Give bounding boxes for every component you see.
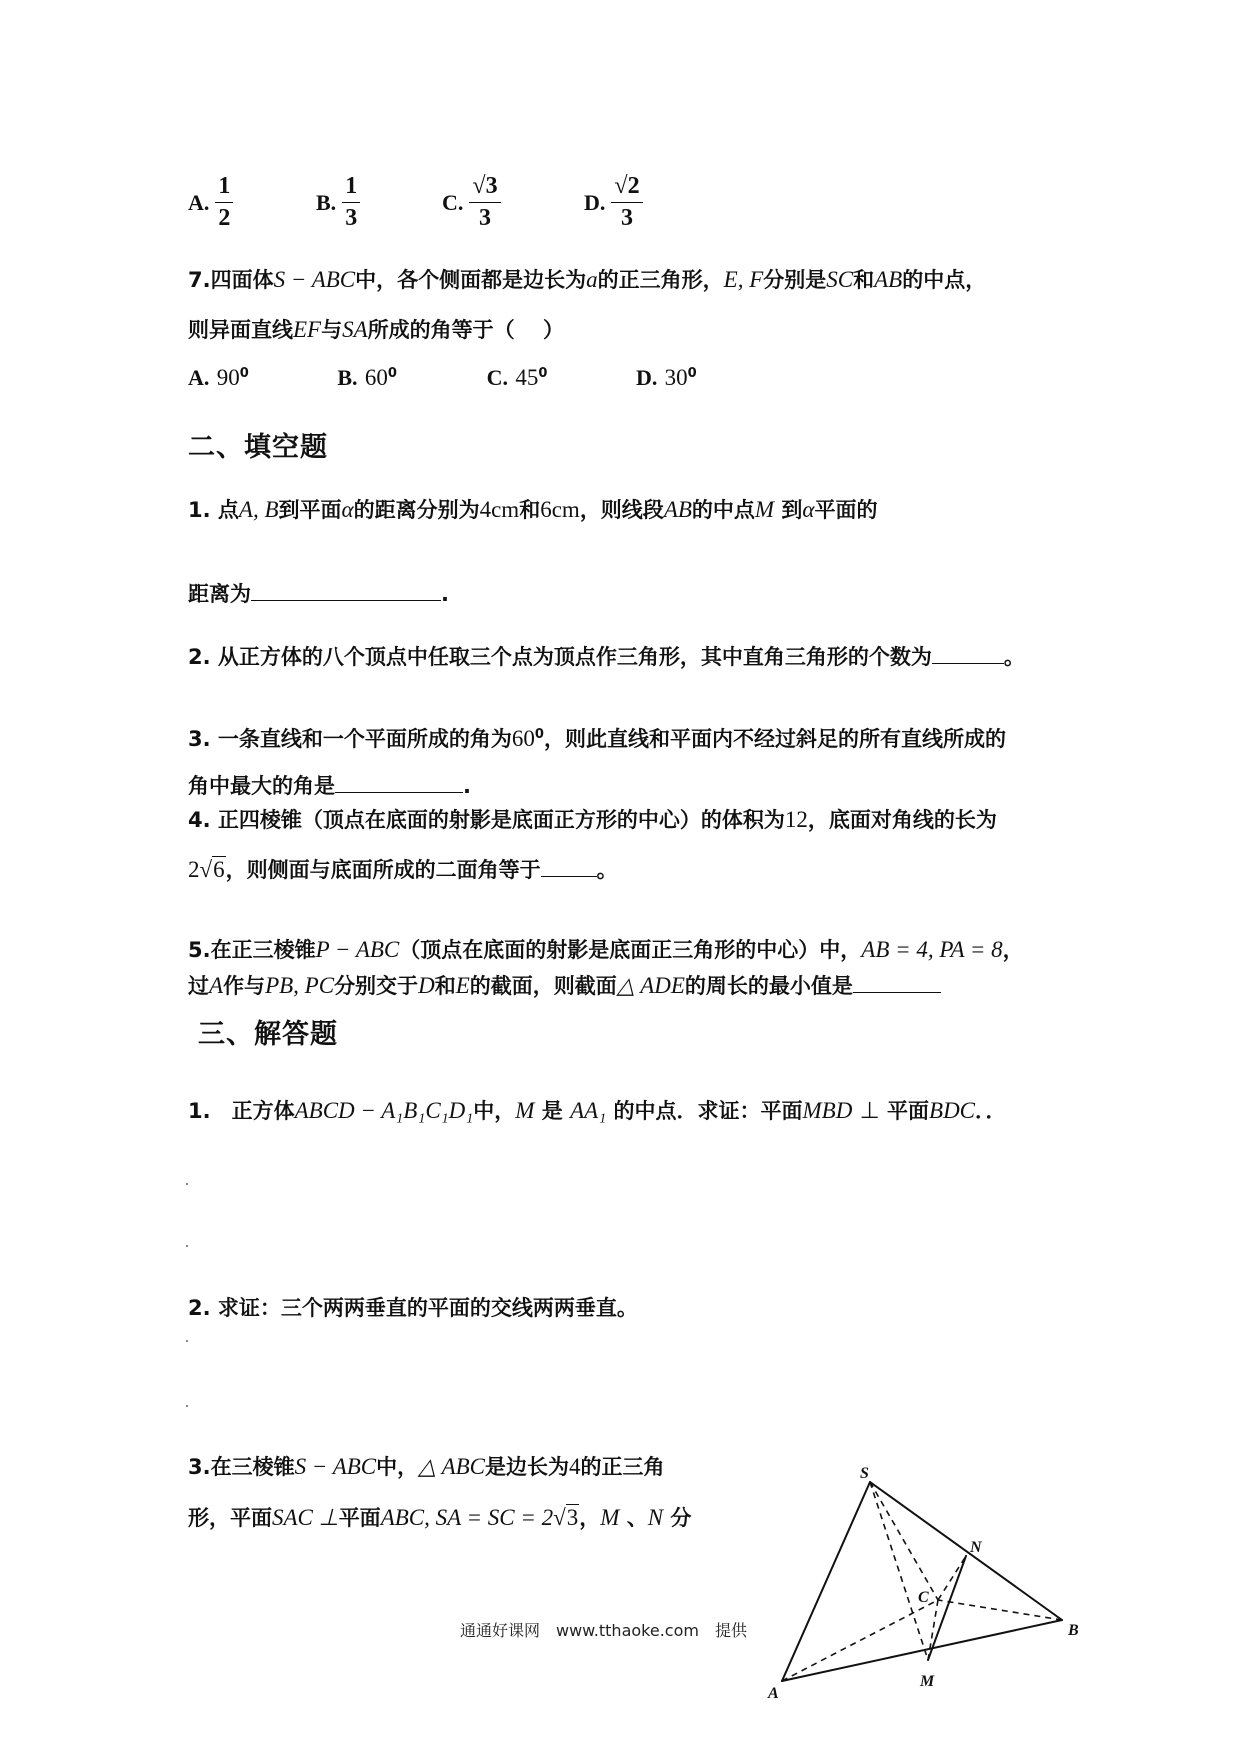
- sqrt-sign: √: [553, 1505, 566, 1530]
- fill-1-line-1: 1. 点A, B到平面α的距离分别为4cm和6cm，则线段AB的中点M 到α平面的: [188, 497, 878, 522]
- fraction: $\frac{√2}{3}$: [611, 173, 642, 232]
- fill-5-line-2: 过A作与PB, PC分别交于D和E的截面，则截面△ ADE的周长的最小值是: [188, 970, 941, 1000]
- edge-ab: [782, 1620, 1062, 1681]
- fill-1-line-2: 距离为 .: [188, 578, 449, 608]
- solve-1: 1. 正方体ABCD − A₁B₁C₁D₁中，M 是 AA₁ 的中点．求证：平面MBD ⊥ 平面BDC．．: [188, 1098, 1007, 1123]
- segment-sm: [870, 1482, 928, 1660]
- label-a: A: [768, 1685, 779, 1702]
- fill-4-line-1: 4. 正四棱锥（顶点在底面的射影是底面正方形的中心）的体积为12，底面对角线的长为: [188, 807, 997, 832]
- section-2-heading: 二、填空题: [188, 432, 328, 463]
- fill-3-line-1: 3. 一条直线和一个平面所成的角为$60^0$，则此直线和平面内不经过斜足的所有直线所成的: [188, 726, 1006, 751]
- fill-5-line-1: 5.在正三棱锥P − ABC（顶点在底面的射影是底面正三角形的中心）中，AB = 4, PA = 8，: [188, 937, 1024, 962]
- edge-ac: [782, 1600, 938, 1681]
- answer-blank[interactable]: [853, 970, 941, 993]
- answer-blank[interactable]: [251, 578, 441, 601]
- q7-line-1: 7.四面体S − ABC中，各个侧面都是边长为a的正三角形，E, F分别是SC和AB的中点，: [188, 267, 987, 292]
- scan-speck: [186, 1405, 188, 1407]
- q7-option-c: C. $45^0$: [486, 365, 548, 390]
- edge-sa: [782, 1482, 870, 1681]
- edge-sc: [870, 1482, 938, 1600]
- fraction: $\frac{1}{2}$: [215, 173, 233, 232]
- answer-blank[interactable]: [932, 641, 1004, 664]
- edge-bc: [938, 1600, 1062, 1620]
- footer-watermark: 通通好课网 www.tthaoke.com 提供: [460, 1621, 747, 1640]
- q6-option-c: C. $\frac{√3}{3}$: [442, 173, 584, 232]
- q7-option-d: D. $30^0$: [635, 365, 697, 390]
- tetrahedron-figure: [760, 1460, 1120, 1740]
- scan-speck: [186, 1245, 188, 1247]
- section-3-heading: 三、解答题: [198, 1019, 338, 1050]
- fill-3-line-2: 角中最大的角是 .: [188, 770, 471, 800]
- q7-option-b: B. $60^0$: [337, 365, 397, 390]
- q6-option-b: B. $\frac{1}{3}$: [316, 173, 442, 232]
- q6-option-a: A. $\frac{1}{2}$: [188, 173, 316, 232]
- q6-option-d: D. $\frac{√2}{3}$: [584, 173, 643, 232]
- fraction: $\frac{1}{3}$: [342, 173, 360, 232]
- answer-blank[interactable]: [335, 770, 463, 793]
- segment-cm: [928, 1600, 938, 1660]
- answer-blank[interactable]: [541, 854, 597, 877]
- fill-2: 2. 从正方体的八个顶点中任取三个点为顶点作三角形，其中直角三角形的个数为 。: [188, 641, 1025, 671]
- q6-options: [188, 168, 643, 238]
- sqrt-sign: √: [199, 857, 213, 882]
- fraction: $\frac{√3}{3}$: [469, 173, 500, 232]
- q7-option-a: A. $90^0$: [188, 365, 249, 390]
- solve-3-line-2: 形，平面SAC ⊥平面ABC, SA = SC = 2√3，M 、N 分: [188, 1505, 692, 1530]
- q7-options: [188, 365, 697, 391]
- scan-speck: [186, 1340, 188, 1342]
- label-c: C: [918, 1589, 929, 1606]
- q7-line-2: 则异面直线EF与SA所成的角等于（ ）: [188, 317, 564, 342]
- fill-4-line-2: 2√6，则侧面与底面所成的二面角等于 。: [188, 854, 618, 884]
- solve-3-line-1: 3.在三棱锥S − ABC中，△ ABC是边长为4的正三角: [188, 1454, 665, 1479]
- label-m: M: [920, 1673, 935, 1690]
- scan-speck: [186, 1183, 188, 1185]
- edge-sb: [870, 1482, 1062, 1620]
- label-s: S: [860, 1465, 869, 1482]
- solve-2: 2. 求证：三个两两垂直的平面的交线两两垂直。: [188, 1296, 638, 1320]
- label-n: N: [970, 1539, 982, 1556]
- label-b: B: [1068, 1622, 1079, 1639]
